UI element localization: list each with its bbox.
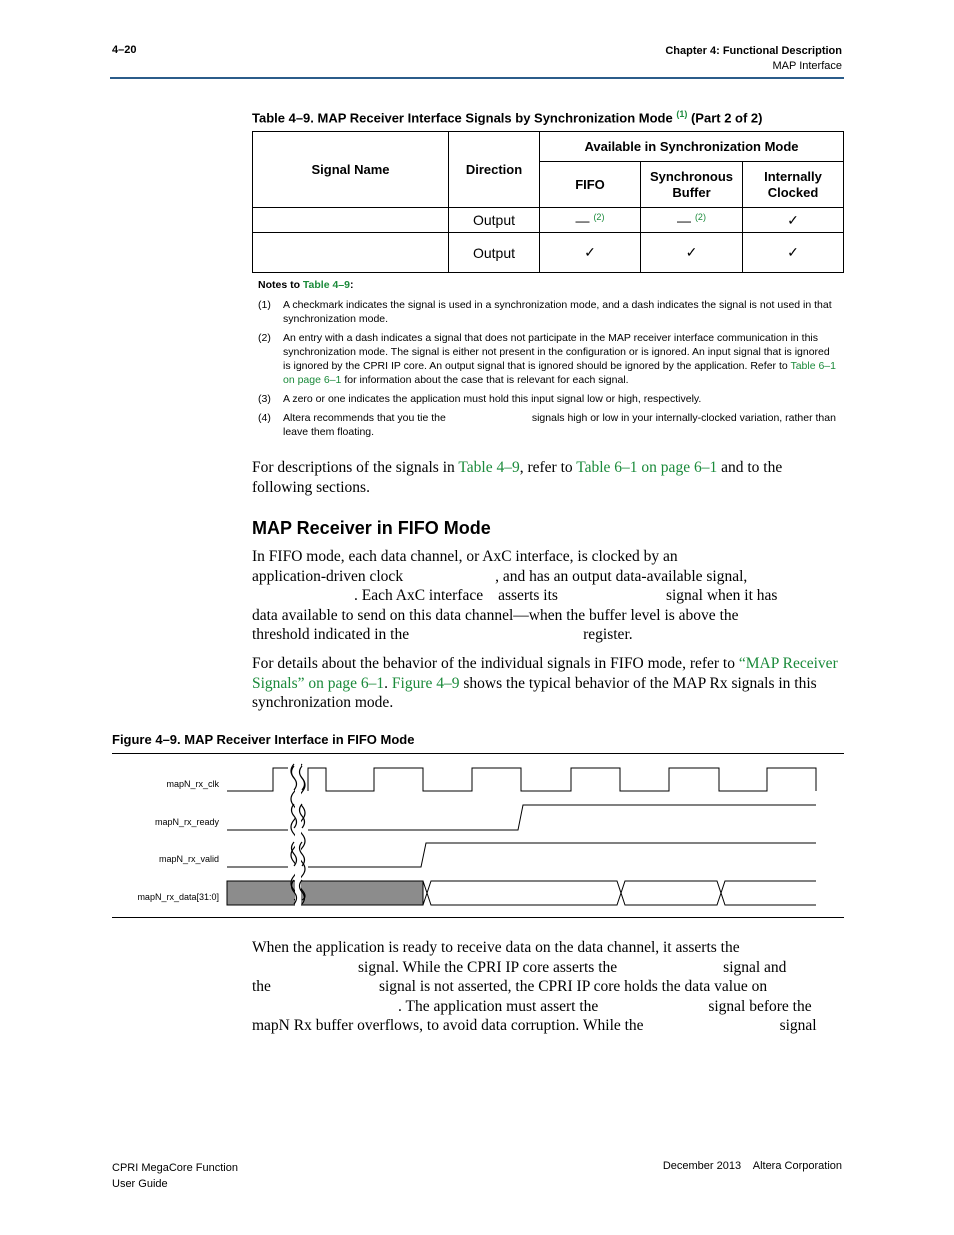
ready-paragraph	[252, 938, 844, 1036]
para-text: signal. While the CPRI IP core asserts the	[358, 958, 618, 976]
note-2	[258, 331, 838, 387]
note-text-part: signals high or low in your internally-clocked variation, rather than leave them floating.	[283, 412, 836, 438]
col-group-sync-mode: Available in Synchronization Mode	[540, 132, 844, 162]
header-rule	[110, 77, 844, 79]
signals-table	[252, 131, 844, 273]
checkmark-icon: ✓	[540, 233, 641, 273]
para-line	[252, 586, 844, 606]
para-line	[252, 625, 844, 645]
col-internally-clocked: Internally Clocked	[743, 162, 844, 208]
para-line	[252, 567, 844, 587]
note-text-part: An entry with a dash indicates a signal that does not participate in the MAP receiver interface communication in this synchronization mode. The signal is either not present in the configuration or is ignored. An input signal that is ignored is ignored by the CPRI IP core. An output signal that is ignored should be ignored by the application. Refer to	[283, 332, 830, 372]
dash-mark: —	[677, 212, 692, 229]
para-text: signal is not asserted, the CPRI IP core holds the data value on	[378, 978, 768, 996]
note-number: (2)	[258, 332, 271, 344]
note-text-part: Altera recommends that you tie the	[283, 412, 446, 424]
para-text: and to the following sections.	[252, 459, 783, 496]
note-text-part: for information about the case that is relevant for each signal.	[341, 374, 629, 386]
note-text	[283, 411, 838, 439]
para-text: the	[252, 978, 271, 996]
note-text	[283, 331, 838, 387]
checkmark-icon: ✓	[743, 233, 844, 273]
page-number: 4–20	[112, 44, 137, 56]
cell-signal	[253, 233, 449, 273]
valid-waveform	[227, 843, 816, 867]
para-text: , refer to	[519, 459, 577, 476]
table-6-1-link[interactable]: Table 6–1 on page 6–1	[576, 459, 718, 476]
col-signal-name: Signal Name	[253, 132, 449, 208]
figure-link[interactable]: Figure 4–9	[391, 674, 460, 692]
note-text: A checkmark indicates the signal is used in a synchronization mode, and a dash indicates the signal is not used in that synchronization mode.	[283, 299, 832, 325]
table-title-text: Table 4–9. MAP Receiver Interface Signals by Synchronization Mode	[252, 110, 673, 126]
checkmark-icon: ✓	[641, 233, 743, 273]
para-text: asserts its	[498, 587, 558, 605]
figure-bottom-rule	[112, 917, 844, 918]
para-text: signal and	[723, 958, 787, 976]
checkmark-icon: ✓	[743, 208, 844, 233]
para-line	[252, 1016, 844, 1036]
notes-heading-colon: :	[350, 279, 354, 291]
note-1	[258, 298, 838, 326]
para-text: signal	[779, 1017, 817, 1035]
table-notes	[258, 278, 838, 444]
para-text: register.	[583, 626, 633, 644]
fifo-paragraph	[252, 547, 844, 645]
table-title-note-link[interactable]: (1)	[676, 109, 688, 119]
cell-direction: Output	[449, 208, 540, 233]
table-title-part: (Part 2 of 2)	[690, 110, 763, 126]
para-text: , and has an output data-available signal,	[495, 567, 748, 585]
col-sync-buffer: Synchronous Buffer	[641, 162, 743, 208]
map-receiver-signals-link[interactable]: “MAP Receiver Signals” on page 6–1	[252, 655, 838, 692]
table-title	[252, 109, 762, 125]
cell-direction: Output	[449, 233, 540, 273]
notes-heading-text: Notes to	[258, 279, 303, 291]
figure-top-rule	[112, 753, 844, 754]
signal-label-valid: mapN_rx_valid	[158, 854, 219, 864]
note-4	[258, 411, 838, 439]
para-text: .	[384, 674, 392, 692]
para-line: In FIFO mode, each data channel, or AxC interface, is clocked by an	[252, 548, 678, 565]
note-ref-link[interactable]: (2)	[694, 211, 706, 222]
para-line: When the application is ready to receive data on the data channel, it asserts the	[252, 939, 740, 956]
cell-fifo	[540, 208, 641, 233]
signal-label-ready: mapN_rx_ready	[154, 817, 219, 827]
para-line: data available to send on this data channel—when the buffer level is above the	[252, 606, 739, 624]
col-fifo: FIFO	[540, 162, 641, 208]
para-text: For details about the behavior of the individual signals in FIFO mode, refer to	[252, 655, 739, 672]
dash-mark: —	[575, 212, 590, 229]
section-title: MAP Interface	[772, 60, 842, 72]
note-number: (3)	[258, 393, 271, 405]
note-number: (1)	[258, 299, 271, 311]
footer-product: CPRI MegaCore Function	[112, 1162, 238, 1174]
para-text: shows the typical behavior of the MAP Rx signals in this synchronization mode.	[252, 674, 817, 712]
table-row	[253, 233, 844, 273]
footer-date-company: December 2013 Altera Corporation	[662, 1160, 842, 1172]
para-text: mapN Rx buffer overflows, to avoid data corruption. While the	[252, 1017, 644, 1035]
col-direction: Direction	[449, 132, 540, 208]
note-number: (4)	[258, 412, 271, 424]
note-3	[258, 392, 838, 406]
cell-sync-buffer	[641, 208, 743, 233]
para-text: signal when it has	[665, 587, 778, 605]
para-text: signal before the	[708, 997, 812, 1015]
table-link[interactable]: Table 4–9	[458, 459, 520, 476]
table-row	[253, 208, 844, 233]
signal-label-data: mapN_rx_data[31:0]	[137, 892, 219, 902]
note-text: A zero or one indicates the application must hold this input signal low or high, respectively.	[283, 393, 702, 405]
clk-waveform	[227, 768, 816, 791]
notes-heading	[258, 278, 838, 292]
ready-waveform	[227, 805, 816, 830]
timing-diagram	[112, 760, 844, 916]
figure-title: Figure 4–9. MAP Receiver Interface in FIFO Mode	[112, 732, 415, 747]
para-text: application-driven clock	[252, 567, 404, 585]
intro-paragraph	[252, 458, 844, 497]
chapter-title: Chapter 4: Functional Description	[665, 45, 842, 57]
para-line	[252, 977, 844, 997]
note-link[interactable]: Table 6–1 on page 6–1	[283, 360, 836, 386]
running-header	[665, 44, 842, 74]
footer-doc: User Guide	[112, 1178, 168, 1190]
cell-signal	[253, 208, 449, 233]
data-unknown-region	[227, 881, 423, 905]
para-line	[252, 958, 844, 978]
section-heading: MAP Receiver in FIFO Mode	[252, 518, 491, 538]
notes-table-link[interactable]: Table 4–9	[302, 279, 351, 291]
footer-left	[112, 1160, 238, 1192]
para-text: threshold indicated in the	[252, 626, 410, 644]
note-ref-link[interactable]: (2)	[593, 211, 605, 222]
para-text: . The application must assert the	[398, 997, 599, 1015]
data-bus-waveform	[423, 881, 816, 905]
details-paragraph	[252, 654, 844, 713]
para-line	[252, 997, 844, 1017]
para-text: . Each AxC interface	[354, 587, 484, 605]
para-text: For descriptions of the signals in	[252, 459, 459, 476]
signal-label-clk: mapN_rx_clk	[166, 779, 219, 789]
